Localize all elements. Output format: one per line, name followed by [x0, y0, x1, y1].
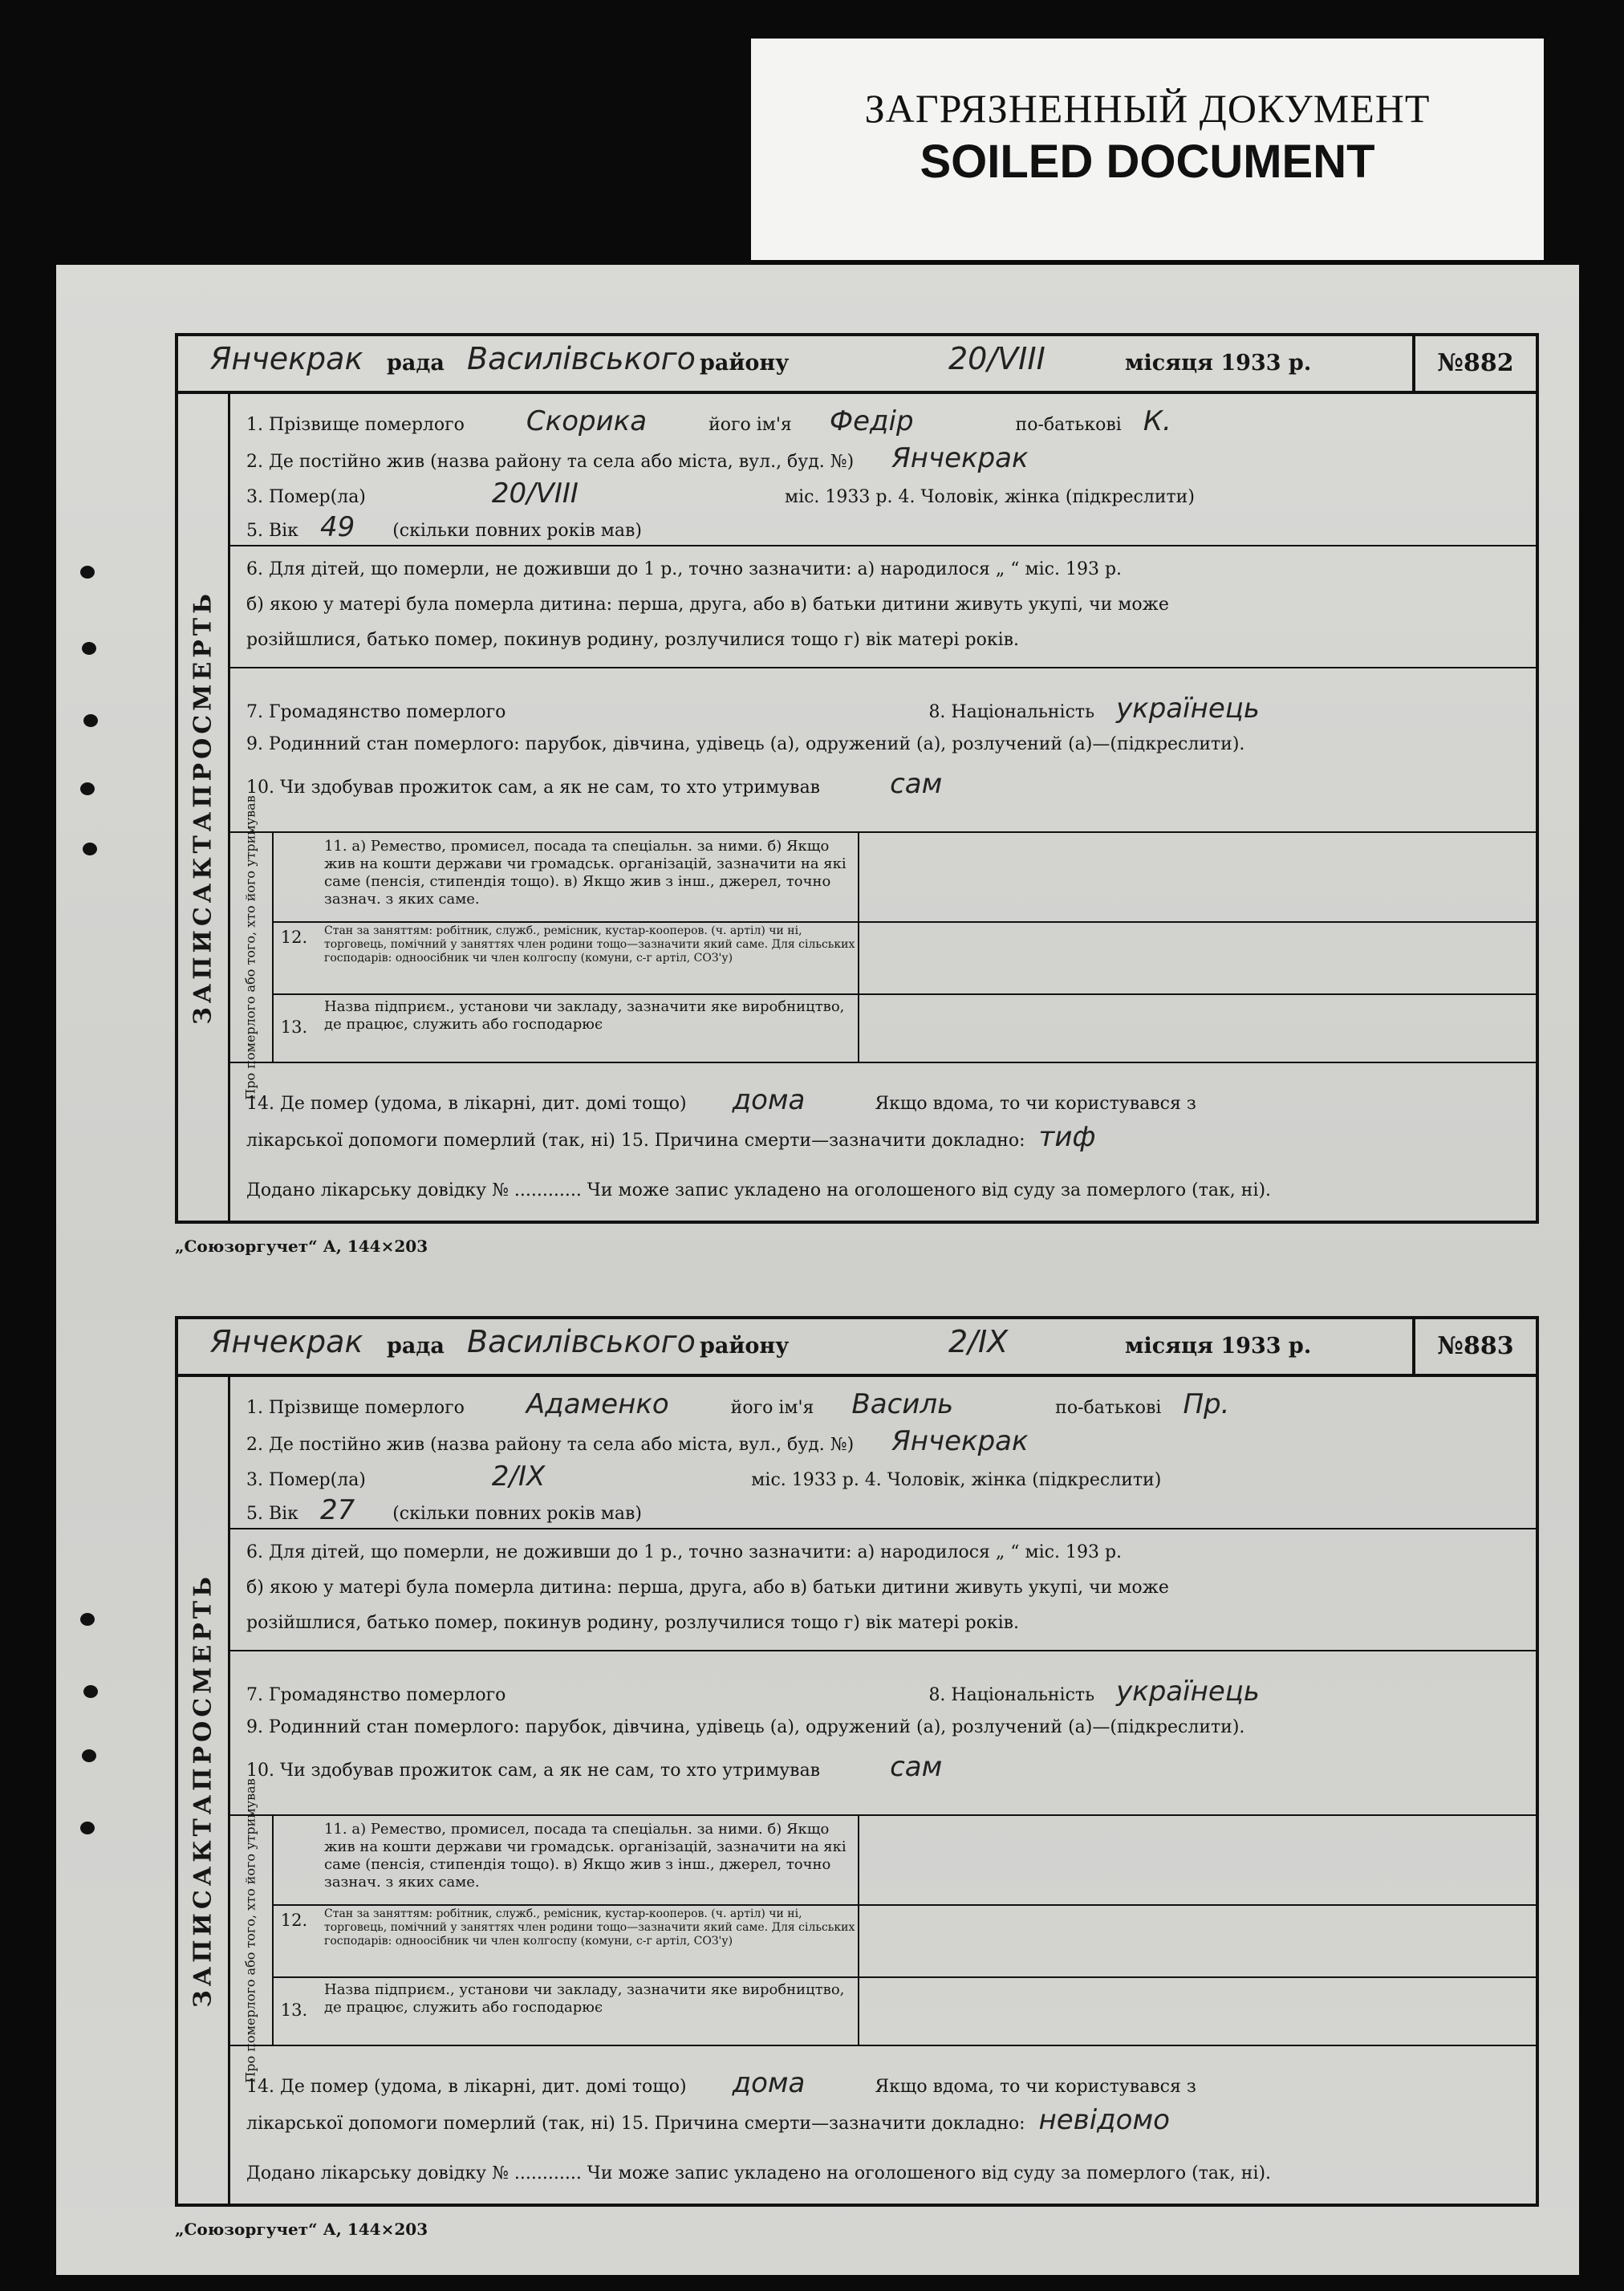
- supporter: сам: [890, 1751, 943, 1783]
- rada-label: рада: [387, 351, 445, 376]
- rada-handwritten: Янчекрак: [210, 341, 363, 376]
- place-of-death: дома: [732, 2067, 806, 2099]
- rayon-handwritten: Василівського: [467, 1324, 696, 1359]
- death-record-2: [175, 1316, 1539, 2239]
- surname: Скорика: [526, 405, 648, 437]
- date-handwritten: 2/IX: [948, 1324, 1009, 1359]
- stamp-ru: ЗАГРЯЗНЕННЫЙ ДОКУМЕНТ: [864, 86, 1431, 131]
- place-of-death: дома: [732, 1084, 806, 1116]
- side-title: ЗАПИСАКТАПРОСМЕРТЬ: [178, 1377, 230, 2204]
- rayon-label: району: [700, 1334, 790, 1359]
- occupation-grid: Про померлого або того, хто його утримував 11. а) Ремество, промисел, посада та спеціальн. за ними. б) Якщо жив на кошти держави чи громадськ. організацій, зазначити на які саме (пенсія, стипендія тощо). в) Якщо жив з інш., джерел, точно зазнач. з яких саме. 12. Стан за заняттям: робітник, служб., ремісник, кустар-кооперов. (ч. артіл) чи ні, торговець, помічний у заняттях член родини тощо—зазначити який саме. Для сільських господарів: одноосібник чи член колгоспу (комуни, с-г артіл, СОЗ'у) 13. Назва підприєм., установи чи закладу, зазначити яке виробництво, де працює, служить або господарює: [228, 831, 1536, 1063]
- rayon-label: району: [700, 351, 790, 376]
- record-number: №882: [1412, 336, 1536, 391]
- residence: Янчекрак: [891, 442, 1029, 474]
- record-number: №883: [1412, 1319, 1536, 1374]
- month-label: місяця 1933 р.: [1125, 1334, 1312, 1359]
- document-page: [56, 265, 1579, 2275]
- death-date: 2/IX: [491, 1460, 546, 1493]
- record-header: [175, 1316, 1539, 1374]
- age: 27: [319, 1494, 355, 1526]
- occupation-grid: Про померлого або того, хто його утримував 11. а) Ремество, промисел, посада та спеціальн. за ними. б) Якщо жив на кошти держави чи громадськ. організацій, зазначити на які саме (пенсія, стипендія тощо). в) Якщо жив з інш., джерел, точно зазнач. з яких саме. 12. Стан за заняттям: робітник, служб., ремісник, кустар-кооперов. (ч. артіл) чи ні, торговець, помічний у заняттях член родини тощо—зазначити який саме. Для сільських господарів: одноосібник чи член колгоспу (комуни, с-г артіл, СОЗ'у) 13. Назва підприєм., установи чи закладу, зазначити яке виробництво, де працює, служить або господарює: [228, 1814, 1536, 2046]
- surname: Адаменко: [526, 1388, 669, 1420]
- form-footer: „Союзоргучет“ А, 144×203: [175, 1237, 428, 1256]
- stamp-en: SOILED DOCUMENT: [920, 136, 1375, 188]
- age: 49: [319, 511, 355, 543]
- death-date: 20/VIII: [491, 477, 579, 510]
- rada-label: рада: [387, 1334, 445, 1359]
- side-title: ЗАПИСАКТАПРОСМЕРТЬ: [178, 394, 230, 1221]
- month-label: місяця 1933 р.: [1125, 351, 1312, 376]
- nationality: українець: [1116, 1676, 1260, 1708]
- given-name: Федір: [829, 405, 914, 437]
- record-body: ЗАПИСАКТАПРОСМЕРТЬ 1. Прізвище померлого Адаменко його ім'я Василь по-батькові Пр. 2. Де постійно жив (назва району та села або міста, вул., буд. №) Янчекрак 3. Помер(ла) 2/IX міс. 1933 р. 4. Чоловік, жінка (підкреслити) 5. Вік 27 (скільки повних років мав) 6. Для дітей, що померли, не доживши до 1 р., точно зазначити: а) народилося „ “ міс. 193 р. б) якою у матері була померла дитина: перша, друга, або в) батьки дитини живуть укупі, чи може розійшлися, батько помер, покинув родину, розлучилися тощо г) вік матері років. 7. Громадянство померлого 8. Національність українець 9. Родинний стан померлого: парубок, дівчина, удівець (а), одружений (а), розлучений (а)—(підкреслити). 10. Чи здобував прожиток сам, а як не сам, то хто утримував сам Про померлого або того, хто його утримував 11. а) Ремество, промисел, посада та спеціальн. за ними. б) Якщо жив на кошти держави чи громадськ. організацій, зазначити на які саме (пенсія, стипендія тощо). в) Якщо жив з інш., джерел, точно зазнач. з яких саме. 12. Стан за заняттям: робітник, служб., ремісник, кустар-кооперов. (ч. артіл) чи ні, торговець, помічний у заняттях член родини тощо—зазначити який саме. Для сільських господарів: одноосібник чи член колгоспу (комуни, с-г артіл, СОЗ'у) 13. Назва підприєм., установи чи закладу, зазначити яке виробництво, де працює, служить або господарює 14. Де помер (удома, в лікарні, дит. домі тощо) дома Якщо вдома, то чи користувався з лікарської допомоги померлий (так, ні) 15. Причина смерти—зазначити докладно: невідомо Додано лікарську довідку № ............ Чи може запис укладено на оголошеного від суду за померлого (так, ні).: [175, 1374, 1539, 2207]
- patronymic: К.: [1143, 405, 1171, 437]
- rayon-handwritten: Василівського: [467, 341, 696, 376]
- patronymic: Пр.: [1183, 1388, 1230, 1420]
- residence: Янчекрак: [891, 1425, 1029, 1457]
- rada-handwritten: Янчекрак: [210, 1324, 363, 1359]
- record-header: [175, 333, 1539, 391]
- date-handwritten: 20/VIII: [948, 341, 1045, 376]
- cause-of-death: тиф: [1038, 1121, 1096, 1153]
- cause-of-death: невідомо: [1038, 2104, 1170, 2136]
- supporter: сам: [890, 768, 943, 800]
- nationality: українець: [1116, 693, 1260, 725]
- given-name: Василь: [851, 1388, 954, 1420]
- record-body: ЗАПИСАКТАПРОСМЕРТЬ 1. Прізвище померлого Скорика його ім'я Федір по-батькові К. 2. Де постійно жив (назва району та села або міста, вул., буд. №) Янчекрак 3. Помер(ла) 20/VIII міс. 1933 р. 4. Чоловік, жінка (підкреслити) 5. Вік 49 (скільки повних років мав) 6. Для дітей, що померли, не доживши до 1 р., точно зазначити: а) народилося „ “ міс. 193 р. б) якою у матері була померла дитина: перша, друга, або в) батьки дитини живуть укупі, чи може розійшлися, батько помер, покинув родину, розлучилися тощо г) вік матері років. 7. Громадянство померлого 8. Національність українець 9. Родинний стан померлого: парубок, дівчина, удівець (а), одружений (а), розлучений (а)—(підкреслити). 10. Чи здобував прожиток сам, а як не сам, то хто утримував сам Про померлого або того, хто його утримував 11. а) Ремество, промисел, посада та спеціальн. за ними. б) Якщо жив на кошти держави чи громадськ. організацій, зазначити на які саме (пенсія, стипендія тощо). в) Якщо жив з інш., джерел, точно зазнач. з яких саме. 12. Стан за заняттям: робітник, служб., ремісник, кустар-кооперов. (ч. артіл) чи ні, торговець, помічний у заняттях член родини тощо—зазначити який саме. Для сільських господарів: одноосібник чи член колгоспу (комуни, с-г артіл, СОЗ'у) 13. Назва підприєм., установи чи закладу, зазначити яке виробництво, де працює, служить або господарює 14. Де помер (удома, в лікарні, дит. домі тощо) дома Якщо вдома, то чи користувався з лікарської допомоги померлий (так, ні) 15. Причина смерти—зазначити докладно: тиф Додано лікарську довідку № ............ Чи може запис укладено на оголошеного від суду за померлого (так, ні).: [175, 391, 1539, 1224]
- form-footer: „Союзоргучет“ А, 144×203: [175, 2220, 428, 2239]
- death-record-1: [175, 333, 1539, 1256]
- soiled-document-stamp: [751, 39, 1544, 260]
